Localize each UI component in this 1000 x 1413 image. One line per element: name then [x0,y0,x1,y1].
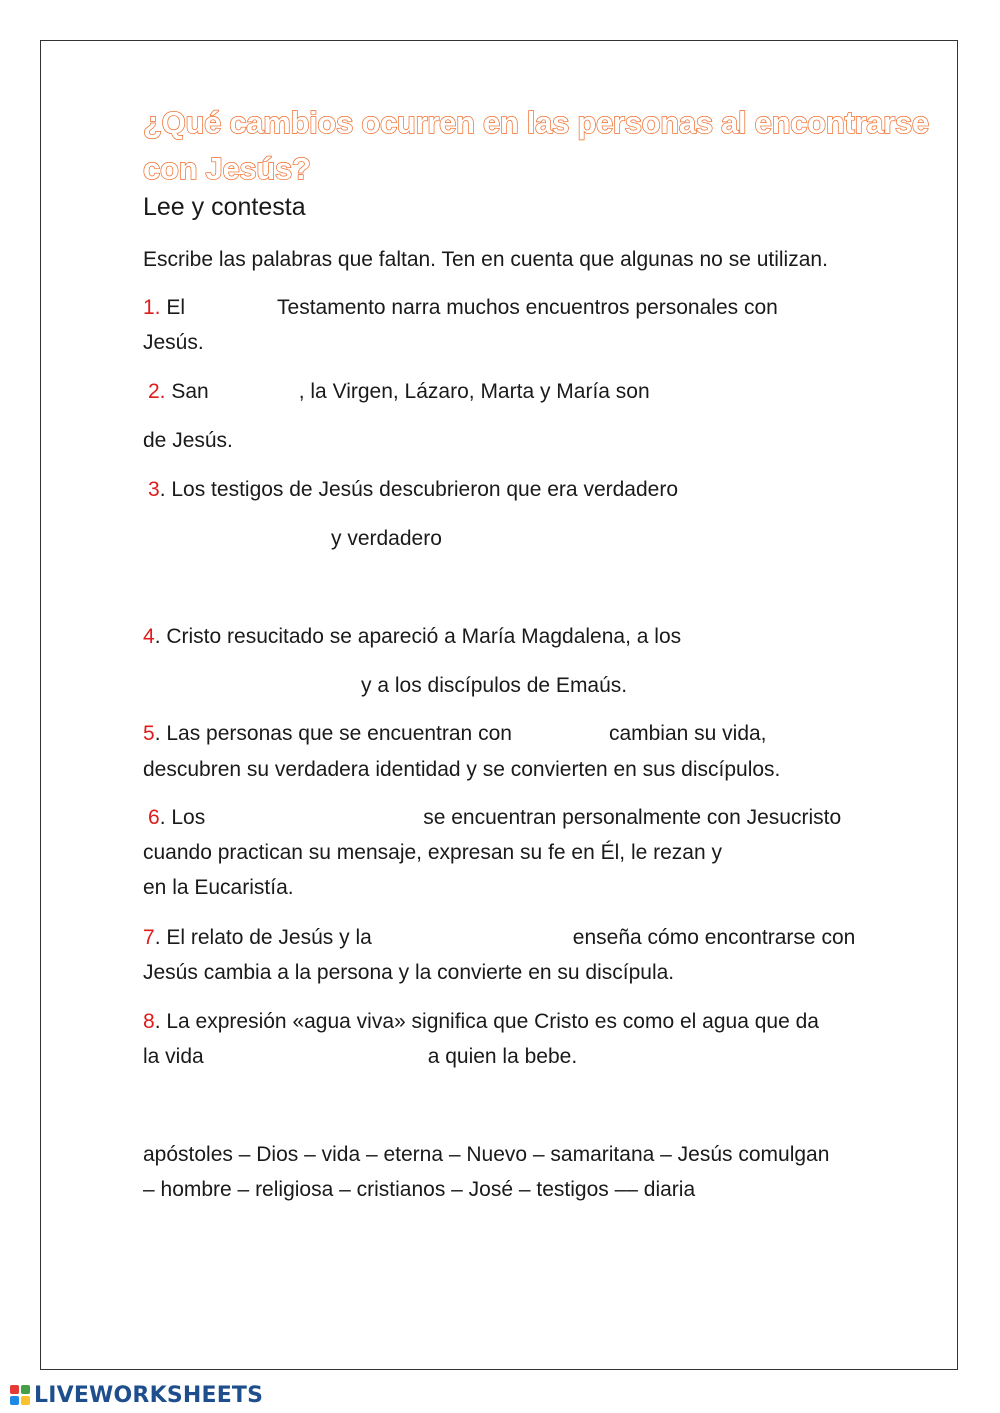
question-text: San [165,380,209,403]
title-line-2: con Jesús? [143,151,311,186]
liveworksheets-logo[interactable] [10,1381,263,1409]
question-text: la vida [143,1045,204,1068]
question-8-line-1 [143,1004,819,1039]
question-text: . Cristo resucitado se apareció a María Magdalena, a los [154,625,682,648]
logo-square-1 [10,1385,19,1394]
question-6-line-2: cuando practican su mensaje, expresan su fe en Él, le rezan y [143,841,722,864]
question-2-line-2: de Jesús. [143,429,233,452]
question-text: se encuentran personalmente con Jesucristo [423,806,842,829]
question-3-line-1 [148,472,828,507]
question-text: . La expresión «agua viva» significa que Cristo es como el agua que da [154,1010,819,1033]
question-6-line-3: en la Eucaristía. [143,876,294,899]
question-text: . Los testigos de Jesús descubrieron que era verdadero [159,478,679,501]
question-4-line-1 [143,619,681,654]
question-8-line-2 [143,1039,577,1074]
question-7-line-1 [143,920,855,955]
question-text: El [160,296,186,319]
logo-square-2 [21,1385,30,1394]
word-bank-line-1: apóstoles – Dios – vida – eterna – Nuevo – samaritana – Jesús comulgan [143,1143,830,1166]
question-text: Testamento narra muchos encuentros personales con [277,296,778,319]
question-number: 1. [143,296,161,319]
question-2-line-1 [148,374,800,409]
logo-square-4 [21,1396,30,1405]
question-number: 3 [148,478,160,501]
question-1-line-2: Jesús. [143,331,204,354]
question-5-line-1 [143,716,767,751]
word-bank-line-2: – hombre – religiosa – cristianos – José – testigos –– diaria [143,1178,696,1201]
question-number: 5 [143,722,155,745]
question-number: 6 [148,806,160,829]
question-text: y verdadero [331,527,442,550]
instruction: Escribe las palabras que faltan. Ten en cuenta que algunas no se utilizan. [143,248,828,271]
question-number: 2. [148,380,166,403]
question-6-line-1 [148,800,841,835]
question-number: 7 [143,926,155,949]
title-line-1: ¿Qué cambios ocurren en las personas al encontrarse [143,105,929,140]
question-text: . Los [159,806,206,829]
question-4-line-2 [143,668,627,703]
worksheet-title [143,100,963,192]
logo-icon [10,1385,30,1405]
question-text: a quien la bebe. [427,1045,578,1068]
subtitle: Lee y contesta [143,193,306,221]
question-3-line-2 [143,521,592,556]
question-text: . Las personas que se encuentran con [154,722,512,745]
question-5-line-2: descubren su verdadera identidad y se convierten en sus discípulos. [143,758,781,781]
question-number: 4 [143,625,155,648]
question-text: . El relato de Jesús y la [154,926,372,949]
question-1-line-1 [143,290,778,325]
brand-name: LIVEWORKSHEETS [34,1382,264,1408]
question-number: 8 [143,1010,155,1033]
question-text: cambian su vida, [608,722,767,745]
question-text: y a los discípulos de Emaús. [361,674,628,697]
question-7-line-2: Jesús cambia a la persona y la convierte en su discípula. [143,961,675,984]
question-text: , la Virgen, Lázaro, Marta y María son [298,380,650,403]
question-text: enseña cómo encontrarse con [572,926,856,949]
logo-square-3 [10,1396,19,1405]
